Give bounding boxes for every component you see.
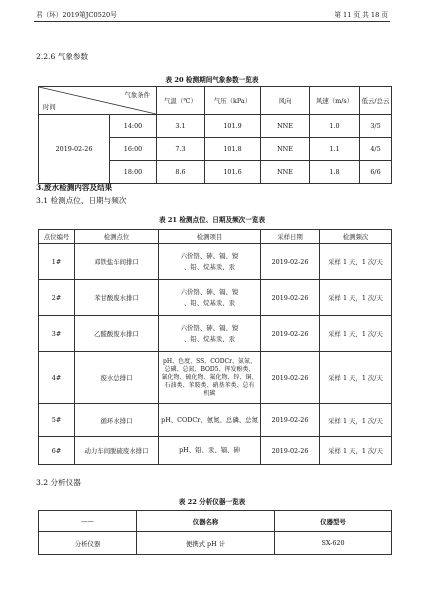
page-number: 第 11 页 共 18 页 xyxy=(334,11,388,19)
header-frequency: 检测频次 xyxy=(320,230,392,244)
diag-label-time: 时间 xyxy=(43,103,56,111)
header-instrument-name: 仪器名称 xyxy=(137,511,275,532)
items-cell: 六价铬、砷、镉、镍 、铅、烷基汞、汞 xyxy=(159,280,261,316)
page-header xyxy=(36,9,388,21)
instruments-table xyxy=(38,510,392,555)
header-items: 检测项目 xyxy=(159,230,261,244)
table-row xyxy=(39,316,392,352)
table-22-caption: 表 22 分析仪器一览表 xyxy=(178,498,246,506)
point-name-cell: 苯甘酸废水排口 xyxy=(75,280,159,316)
table-row xyxy=(39,280,392,316)
date-cell: 2019-02-26 xyxy=(261,280,320,316)
date-cell: 2019-02-26 xyxy=(261,316,320,352)
pressure-cell: 101.8 xyxy=(205,138,261,161)
temp-cell: 8.6 xyxy=(157,161,205,184)
pressure-cell: 101.9 xyxy=(205,115,261,138)
point-no-cell: 3# xyxy=(39,316,75,352)
point-name-cell: 乙醛酸废水排口 xyxy=(75,316,159,352)
header-instrument-model: 仪器型号 xyxy=(275,511,392,532)
cloud-cell: 3/5 xyxy=(360,115,392,138)
table-20-caption: 表 20 检测期间气象参数一览表 xyxy=(165,76,259,84)
document-number: 君（环）2019第JC0520号 xyxy=(36,11,117,19)
frequency-cell: 采样 1 天，1 次/天 xyxy=(320,437,392,465)
wind-speed-cell: 1.1 xyxy=(310,138,360,161)
items-cell: 六价铬、砷、镉、镍 、铅、烷基汞、汞 xyxy=(159,244,261,280)
table-row xyxy=(39,115,392,138)
point-no-cell: 4# xyxy=(39,352,75,404)
table-row xyxy=(39,352,392,404)
diagonal-header-cell xyxy=(39,87,157,115)
frequency-cell: 采样 1 天，1 次/天 xyxy=(320,316,392,352)
header-point: 检测点位 xyxy=(75,230,159,244)
pressure-cell: 101.6 xyxy=(205,161,261,184)
frequency-cell: 采样 1 天，1 次/天 xyxy=(320,244,392,280)
monitoring-points-table xyxy=(38,229,392,465)
date-cell: 2019-02-26 xyxy=(39,115,110,184)
section-heading-wastewater: 3.废水检测内容及结果 xyxy=(36,183,113,192)
diag-label-weather: 气象条件 xyxy=(124,91,150,99)
header-type: —— xyxy=(39,511,137,532)
date-cell: 2019-02-26 xyxy=(261,437,320,465)
header-cloud: 低云/总云 xyxy=(360,87,392,115)
instrument-name-cell: 便携式 pH 计 xyxy=(137,532,275,555)
frequency-cell: 采样 1 天，1 次/天 xyxy=(320,352,392,404)
date-cell: 2019-02-26 xyxy=(261,404,320,437)
cloud-cell: 4/5 xyxy=(360,138,392,161)
point-name-cell: 邓铁盐车间排口 xyxy=(75,244,159,280)
frequency-cell: 采样 1 天，1 次/天 xyxy=(320,404,392,437)
cloud-cell: 6/6 xyxy=(360,161,392,184)
time-cell: 18:00 xyxy=(110,161,157,184)
table-row xyxy=(39,404,392,437)
items-cell: pH、色度、SS、CODCr、氨氮、 总磷、总氮、BOD5、挥发酚类、 氰化物、硫化物、氟化物、锌、铜、 石油类、苯胺类、硝基苯类、总有 机碳 xyxy=(159,352,261,404)
temp-cell: 7.3 xyxy=(157,138,205,161)
date-cell: 2019-02-26 xyxy=(261,244,320,280)
section-heading-weather: 2.2.6 气象参数 xyxy=(36,52,89,61)
instrument-model-cell: SX-620 xyxy=(275,532,392,555)
header-wind-dir: 风向 xyxy=(261,87,310,115)
date-cell: 2019-02-26 xyxy=(261,352,320,404)
header-pressure: 气压（kPa） xyxy=(205,87,261,115)
table-row xyxy=(39,437,392,465)
point-no-cell: 2# xyxy=(39,280,75,316)
point-no-cell: 1# xyxy=(39,244,75,280)
temp-cell: 3.1 xyxy=(157,115,205,138)
point-no-cell: 5# xyxy=(39,404,75,437)
wind-speed-cell: 1.8 xyxy=(310,161,360,184)
items-cell: pH、铅、汞、镉、砷 xyxy=(159,437,261,465)
header-sample-date: 采样日期 xyxy=(261,230,320,244)
point-no-cell: 6# xyxy=(39,437,75,465)
section-subheading-points: 3.1 检测点位、日期与频次 xyxy=(36,196,127,205)
header-point-no: 点位编号 xyxy=(39,230,75,244)
time-cell: 16:00 xyxy=(110,138,157,161)
point-name-cell: 动力车间脱硫废水排口 xyxy=(75,437,159,465)
instrument-type-cell: 分析仪器 xyxy=(39,532,137,555)
table-21-caption: 表 21 检测点位、日期及频次一览表 xyxy=(158,216,266,224)
time-cell: 14:00 xyxy=(110,115,157,138)
table-row xyxy=(39,244,392,280)
table-row xyxy=(39,532,392,555)
wind-speed-cell: 1.0 xyxy=(310,115,360,138)
header-temp: 气温（℃） xyxy=(157,87,205,115)
point-name-cell: 循环水排口 xyxy=(75,404,159,437)
header-divider xyxy=(34,21,390,22)
wind-dir-cell: NNE xyxy=(261,115,310,138)
items-cell: 六价铬、砷、镉、镍 、铅、烷基汞、汞 xyxy=(159,316,261,352)
section-heading-instruments: 3.2 分析仪器 xyxy=(36,478,81,487)
header-wind-speed: 风速（m/s） xyxy=(310,87,360,115)
wind-dir-cell: NNE xyxy=(261,161,310,184)
weather-table xyxy=(38,86,392,184)
wind-dir-cell: NNE xyxy=(261,138,310,161)
point-name-cell: 废水总排口 xyxy=(75,352,159,404)
items-cell: pH、CODCr、氨氮、总磷、总氮 xyxy=(159,404,261,437)
frequency-cell: 采样 1 天，1 次/天 xyxy=(320,280,392,316)
